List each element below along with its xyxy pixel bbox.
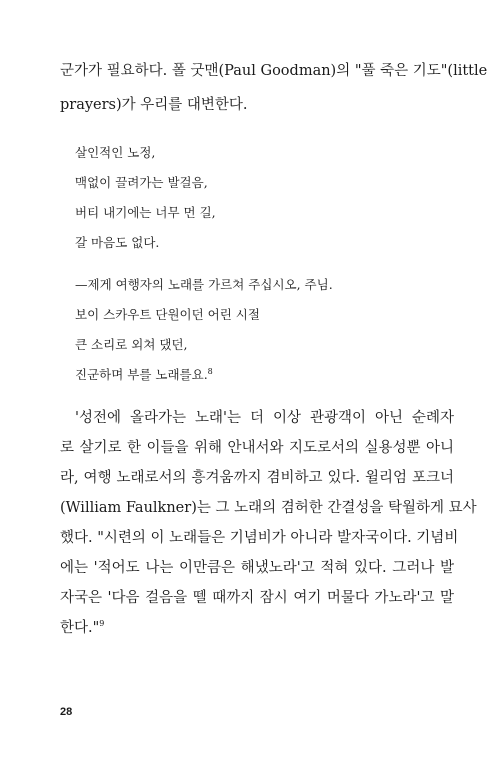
main-paragraph <box>60 403 477 643</box>
poem-one-line-2: 맥없이 끌려가는 발걸음, <box>75 175 208 190</box>
poem-stanza-one <box>75 138 216 258</box>
poem-two-line-4-text: 진군하며 부를 노래를요. <box>75 367 208 382</box>
poem-two-line-4 <box>75 360 333 390</box>
main-line-8-text: 한다." <box>60 620 100 636</box>
page-number: 28 <box>60 706 73 718</box>
main-line-7: 자국은 '다음 걸음을 뗄 때까지 잠시 여기 머물다 가노라'고 말 <box>60 590 454 606</box>
footnote-marker-8[interactable]: 8 <box>207 366 213 376</box>
poem-one-line-4: 갈 마음도 없다. <box>75 235 160 250</box>
poem-one-line-1: 살인적인 노정, <box>75 145 156 160</box>
main-line-8 <box>60 613 454 643</box>
poem-two-line-2: 보이 스카우트 단원이던 어린 시절 <box>75 307 260 322</box>
main-line-1: '성전에 올라가는 노래'는 더 이상 관광객이 아닌 순례자 <box>75 410 454 426</box>
main-line-4: (William Faulkner)는 그 노래의 겸허한 간결성을 탁월하게 묘사 <box>60 500 477 516</box>
main-line-6: 에는 '적어도 나는 이만큼은 해냈노라'고 적혀 있다. 그러나 발 <box>60 560 454 576</box>
main-line-2: 로 살기로 한 이들을 위해 안내서와 지도로서의 실용성뿐 아니 <box>60 440 454 456</box>
poem-one-line-3: 버티 내기에는 너무 먼 길, <box>75 205 216 220</box>
intro-line-1: 군가가 필요하다. 폴 굿맨(Paul Goodman)의 "풀 죽은 기도"(little <box>60 63 488 79</box>
intro-line-2: prayers)가 우리를 대변한다. <box>60 97 248 113</box>
poem-two-line-3: 큰 소리로 외쳐 댔던, <box>75 337 188 352</box>
main-line-5: 했다. "시련의 이 노래들은 기념비가 아니라 발자국이다. 기념비 <box>60 530 459 546</box>
main-line-3: 라, 여행 노래로서의 흥겨움까지 겸비하고 있다. 윌리엄 포크너 <box>60 470 454 486</box>
footnote-marker-9[interactable]: 9 <box>99 619 105 629</box>
intro-paragraph <box>60 54 488 122</box>
poem-stanza-two <box>75 270 333 390</box>
poem-two-line-1: —제게 여행자의 노래를 가르쳐 주십시오, 주님. <box>75 277 333 292</box>
